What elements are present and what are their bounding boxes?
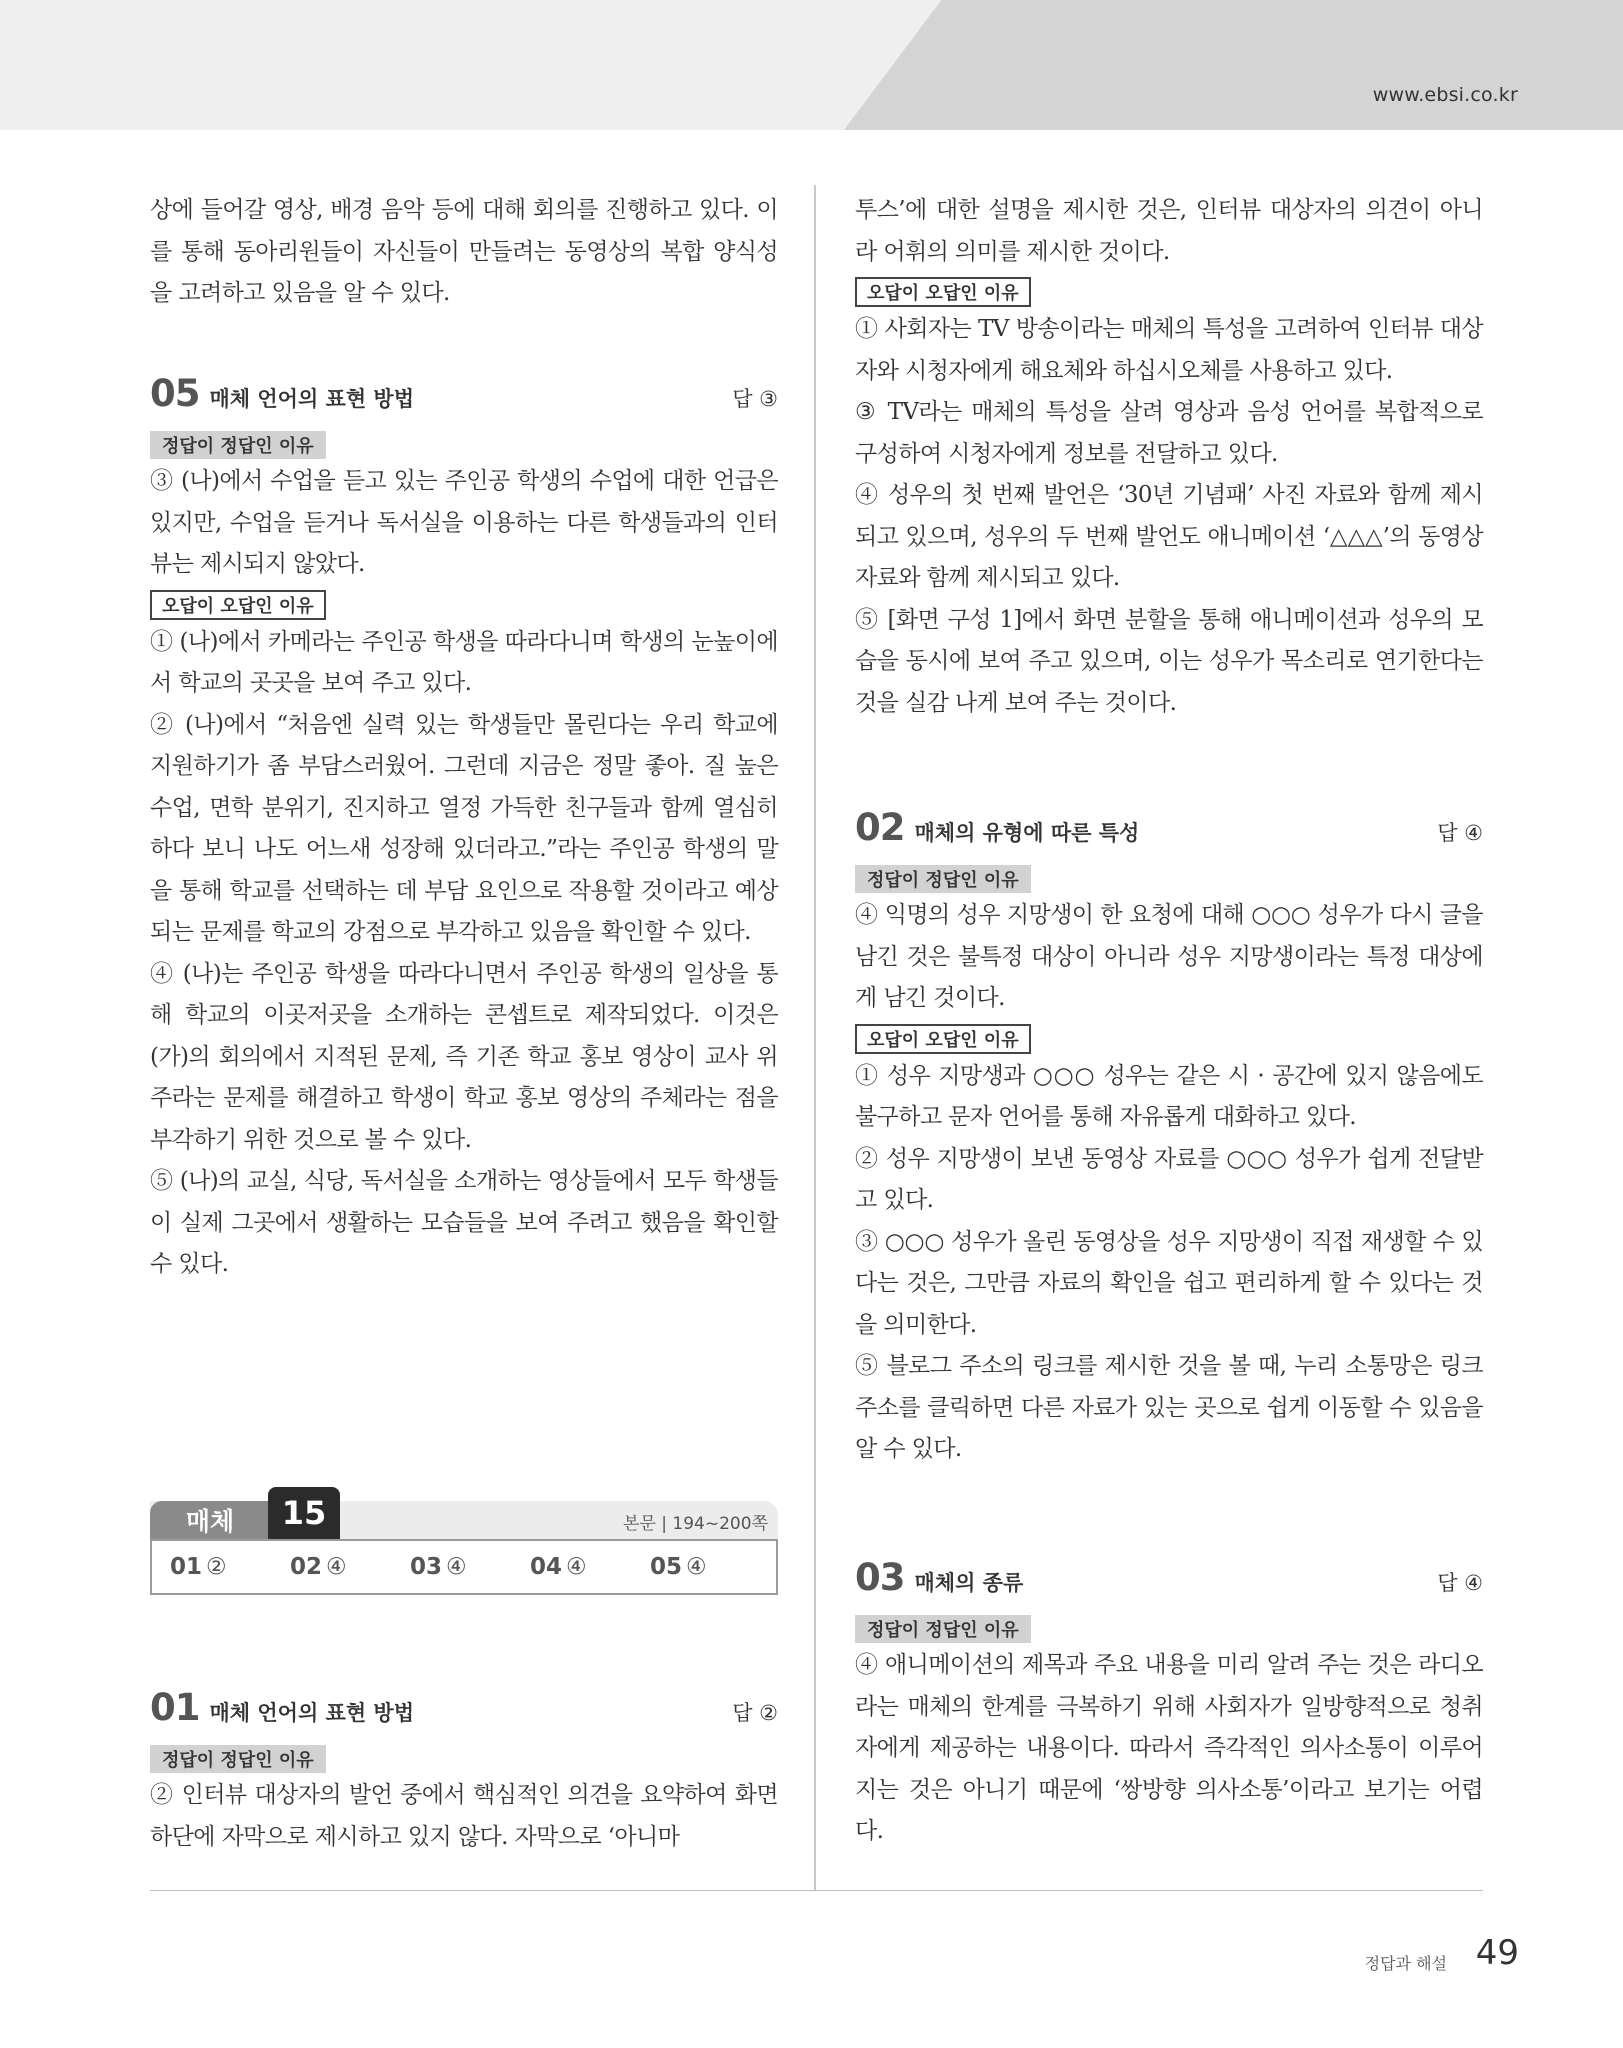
intro-text: 상에 들어갈 영상, 배경 음악 등에 대해 회의를 진행하고 있다. 이를 통해 동아리원들이 자신들이 만들려는 동영상의 복합 양식성을 고려하고 있음을 알 수 있다. <box>150 197 778 306</box>
question-answer: 답 ④ <box>1437 821 1483 845</box>
footer-rule <box>150 1890 1483 1891</box>
correct-reason-tag: 정답이 정답인 이유 <box>855 1615 1031 1643</box>
wrong-reason-5: ⑤ 블로그 주소의 링크를 제시한 것을 볼 때, 누리 소통망은 링크 주소를 클릭하면 다른 자료가 있는 곳으로 쉽게 이동할 수 있음을 알 수 있다. <box>855 1353 1483 1462</box>
unit-answer-box <box>150 1487 778 1595</box>
page-number: 49 <box>1475 1933 1519 1973</box>
correct-reason-text: ② 인터뷰 대상자의 발언 중에서 핵심적인 의견을 요약하여 화면 하단에 자막으로 제시하고 있지 않다. 자막으로 ‘아니마 <box>150 1782 778 1850</box>
question-02 <box>855 806 1483 1471</box>
left-intro <box>150 190 778 315</box>
unit-page-range: 본문 | 194~200쪽 <box>623 1514 768 1534</box>
answer-item <box>650 1554 770 1580</box>
question-header <box>150 1686 778 1729</box>
correct-reason-text: ③ (나)에서 수업을 듣고 있는 주인공 학생의 수업에 대한 언급은 있지만, 수업을 듣거나 독서실을 이용하는 다른 학생들과의 인터뷰는 제시되지 않았다. <box>150 468 778 577</box>
answer-value: ④ <box>566 1554 587 1580</box>
site-url[interactable]: www.ebsi.co.kr <box>1372 84 1518 106</box>
wrong-reason-tag: 오답이 오답인 이유 <box>150 590 326 620</box>
question-title: 매체의 종류 <box>914 1571 1024 1595</box>
question-answer: 답 ② <box>732 1701 778 1725</box>
question-01-continued <box>855 190 1483 724</box>
question-header <box>150 372 778 415</box>
column-divider <box>814 185 816 1890</box>
question-title: 매체 언어의 표현 방법 <box>209 387 415 411</box>
continued-text: 투스’에 대한 설명을 제시한 것은, 인터뷰 대상자의 의견이 아니라 어휘의 의미를 제시한 것이다. <box>855 197 1483 265</box>
wrong-reason-4: ④ (나)는 주인공 학생을 따라다니면서 주인공 학생의 일상을 통해 학교의 이곳저곳을 소개하는 콘셉트로 제작되었다. 이것은 (가)의 회의에서 지적된 문제, 즉 기존 학교 홍보 영상이 교사 위주라는 문제를 해결하고 학생이 학교 홍보 영상의 주체라는 점을 부각하기 위한 것으로 볼 수 있다. <box>150 960 778 1153</box>
wrong-reason-4: ④ 성우의 첫 번째 발언은 ‘30년 기념패’ 사진 자료와 함께 제시되고 있으며, 성우의 두 번째 발언도 애니메이션 ‘△△△’의 동영상 자료와 함께 제시되고 있다. <box>855 482 1483 591</box>
question-answer: 답 ④ <box>1437 1571 1483 1595</box>
answer-number: 04 <box>530 1554 563 1580</box>
answer-value: ② <box>206 1554 227 1580</box>
question-05 <box>150 372 778 1286</box>
unit-number: 15 <box>268 1487 340 1539</box>
unit-header <box>150 1487 778 1539</box>
correct-reason-tag: 정답이 정답인 이유 <box>150 431 326 459</box>
question-title: 매체 언어의 표현 방법 <box>209 1701 415 1725</box>
question-number: 03 <box>855 1556 905 1599</box>
wrong-reason-1: ① 사회자는 TV 방송이라는 매체의 특성을 고려하여 인터뷰 대상자와 시청자에게 해요체와 하십시오체를 사용하고 있다. <box>855 316 1483 384</box>
question-03 <box>855 1556 1483 1853</box>
correct-reason-tag: 정답이 정답인 이유 <box>855 865 1031 893</box>
answer-item <box>290 1554 410 1580</box>
wrong-reason-5: ⑤ [화면 구성 1]에서 화면 분할을 통해 애니메이션과 성우의 모습을 동시에 보여 주고 있으며, 이는 성우가 목소리로 연기한다는 것을 실감 나게 보여 주는 것이다. <box>855 606 1483 716</box>
unit-name: 매체 <box>150 1501 270 1539</box>
wrong-reason-1: ① 성우 지망생과 ○○○ 성우는 같은 시 · 공간에 있지 않음에도 불구하고 문자 언어를 통해 자유롭게 대화하고 있다. <box>855 1062 1483 1130</box>
wrong-reason-tag: 오답이 오답인 이유 <box>855 1024 1031 1054</box>
answer-item <box>530 1554 650 1580</box>
wrong-reason-3: ③ ○○○ 성우가 올린 동영상을 성우 지망생이 직접 재생할 수 있다는 것은, 그만큼 자료의 확인을 쉽고 편리하게 할 수 있다는 것을 의미한다. <box>855 1228 1483 1338</box>
answer-item <box>170 1554 290 1580</box>
answer-value: ④ <box>686 1554 707 1580</box>
answer-number: 03 <box>410 1554 443 1580</box>
wrong-reason-tag: 오답이 오답인 이유 <box>855 277 1031 307</box>
wrong-reason-3: ③ TV라는 매체의 특성을 살려 영상과 음성 언어를 복합적으로 구성하여 시청자에게 정보를 전달하고 있다. <box>855 399 1483 467</box>
answer-item <box>410 1554 530 1580</box>
footer-label: 정답과 해설 <box>1364 1954 1447 1973</box>
question-header <box>855 806 1483 849</box>
answer-number: 02 <box>290 1554 323 1580</box>
wrong-reason-1: ① (나)에서 카메라는 주인공 학생을 따라다니며 학생의 눈높이에서 학교의 곳곳을 보여 주고 있다. <box>150 628 778 696</box>
wrong-reason-5: ⑤ (나)의 교실, 식당, 독서실을 소개하는 영상들에서 모두 학생들이 실제 그곳에서 생활하는 모습들을 보여 주려고 했음을 확인할 수 있다. <box>150 1168 778 1277</box>
question-number: 01 <box>150 1686 200 1729</box>
correct-reason-text: ④ 익명의 성우 지망생이 한 요청에 대해 ○○○ 성우가 다시 글을 남긴 것은 불특정 대상이 아니라 성우 지망생이라는 특정 대상에게 남긴 것이다. <box>855 902 1483 1011</box>
question-title: 매체의 유형에 따른 특성 <box>914 821 1140 845</box>
correct-reason-tag: 정답이 정답인 이유 <box>150 1745 326 1773</box>
question-number: 05 <box>150 372 200 415</box>
wrong-reason-2: ② (나)에서 “처음엔 실력 있는 학생들만 몰린다는 우리 학교에 지원하기가 좀 부담스러웠어. 그런데 지금은 정말 좋아. 질 높은 수업, 면학 분위기, 진지하고 열정 가득한 친구들과 함께 열심히 하다 보니 나도 어느새 성장해 있더라고.”라는 주인공 학생의 말을 통해 학교를 선택하는 데 부담 요인으로 작용할 것이라고 예상되는 문제를 학교의 강점으로 부각하고 있음을 확인할 수 있다. <box>150 711 778 945</box>
answer-number: 01 <box>170 1554 203 1580</box>
answer-number: 05 <box>650 1554 683 1580</box>
question-number: 02 <box>855 806 905 849</box>
question-header <box>855 1556 1483 1599</box>
question-answer: 답 ③ <box>732 387 778 411</box>
question-01 <box>150 1686 778 1858</box>
correct-reason-text: ④ 애니메이션의 제목과 주요 내용을 미리 알려 주는 것은 라디오라는 매체의 한계를 극복하기 위해 사회자가 일방향적으로 청취자에게 제공하는 내용이다. 따라서 즉각적인 의사소통이 이루어지는 것은 아니기 때문에 ‘쌍방향 의사소통’이라고 보기는 어렵다. <box>855 1652 1483 1844</box>
answer-value: ④ <box>326 1554 347 1580</box>
unit-answer-list <box>150 1539 778 1595</box>
answer-value: ④ <box>446 1554 467 1580</box>
wrong-reason-2: ② 성우 지망생이 보낸 동영상 자료를 ○○○ 성우가 쉽게 전달받고 있다. <box>855 1145 1483 1213</box>
